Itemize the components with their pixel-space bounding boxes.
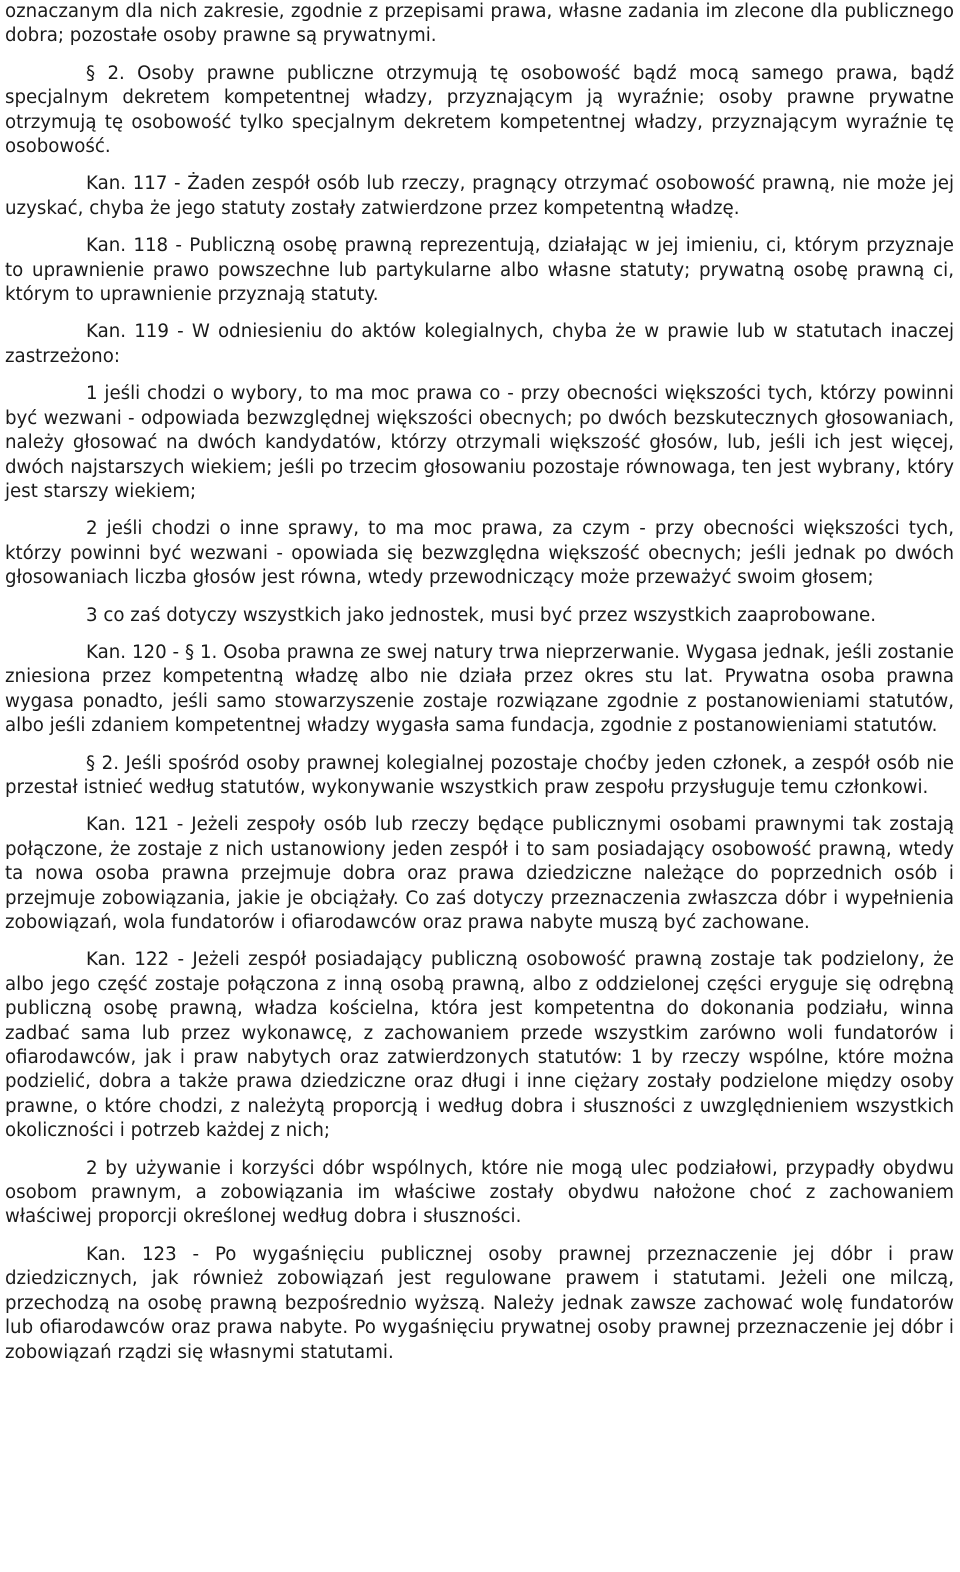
paragraph-kan-119-point-2: 2 jeśli chodzi o inne sprawy, to ma moc prawa, za czym - przy obecności większości tych, którzy powinni być wezwani - opowiada się bezwzględna większość obecnych; jeśli jednak po dwóch głosowaniach liczba głosów jest równa, wtedy przewodniczący może przeważyć swoim głosem; xyxy=(5,518,954,589)
paragraph-kan-119: Kan. 119 - W odniesieniu do aktów kolegialnych, chyba że w prawie lub w statutach inaczej zastrzeżono: xyxy=(5,321,954,367)
paragraph-kan-119-point-3: 3 co zaś dotyczy wszystkich jako jednostek, musi być przez wszystkich zaaprobowane. xyxy=(86,604,877,626)
paragraph-kan-121: Kan. 121 - Jeżeli zespoły osób lub rzeczy będące publicznymi osobami prawnymi tak zostają połączone, że zostaje z nich ustanowiony jeden zespół i to sam posiadający osobowość prawną, wtedy ta nowa osoba prawna przejmuje dobra oraz prawa dziedziczne należące do poprzednich osób i przejmuje zobowiązania, jakie je obciążały. Co zaś dotyczy przeznaczenia zwłaszcza dóbr i wypełnienia zobowiązań, wola fundatorów i ofiarodawców oraz prawa nabyte muszą być zachowane. xyxy=(5,814,954,933)
paragraph-kan-123: Kan. 123 - Po wygaśnięciu publicznej osoby prawnej przeznaczenie jej dóbr i praw dziedzicznych, jak również zobowiązań jest regulowane prawem i statutami. Jeżeli one milczą, przechodzą na osobę prawną bezpośrednio wyższą. Należy jednak zawsze zachować wolę fundatorów lub ofiarodawców oraz prawa nabyte. Po wygaśnięciu prywatnej osoby prawnej przeznaczenie jej dóbr i zobowiązań rządzi się własnymi statutami. xyxy=(5,1243,954,1363)
paragraph-par-2: § 2. Osoby prawne publiczne otrzymują tę osobowość bądź mocą samego prawa, bądź specjalnym dekretem kompetentnej władzy, przyznającym ją wyraźnie; osoby prawne prywatne otrzymują tę osobowość tylko specjalnym dekretem kompetentnej władzy, przyznającym wyraźnie tę osobowość. xyxy=(5,62,954,158)
paragraph-kan-122-point-2: 2 by używanie i korzyści dóbr wspólnych, które nie mogą ulec podziałowi, przypadły obydwu osobom prawnym, a zobowiązania im właściwe zostały obydwu nałożone choć z zachowaniem właściwej proporcji określonej według dobra i słuszności. xyxy=(5,1157,954,1228)
paragraph-kan-119-point-1: 1 jeśli chodzi o wybory, to ma moc prawa co - przy obecności większości tych, którzy powinni być wezwani - odpowiada bezwzględnej większości obecnych; po dwóch bezskutecznych głosowaniach, należy głosować na dwóch kandydatów, którzy otrzymali większość głosów, lub, jeśli ich jest więcej, dwóch najstarszych wiekiem; jeśli po trzecim głosowaniu pozostaje równowaga, ten jest wybrany, który jest starszy wiekiem; xyxy=(5,383,954,502)
paragraph-intro: oznaczanym dla nich zakresie, zgodnie z przepisami prawa, własne zadania im zlecone dla publicznego dobra; pozostałe osoby prawne są prywatnymi. xyxy=(5,1,954,47)
paragraph-kan-117: Kan. 117 - Żaden zespół osób lub rzeczy, pragnący otrzymać osobowość prawną, nie może jej uzyskać, chyba że jego statuty zostały zatwierdzone przez kompetentną władzę. xyxy=(5,173,954,219)
paragraph-kan-120-par-2: § 2. Jeśli spośród osoby prawnej kolegialnej pozostaje choćby jeden członek, a zespół osób nie przestał istnieć według statutów, wykonywanie wszystkich praw zespołu przysługuje temu członkowi. xyxy=(5,752,954,798)
paragraph-kan-122: Kan. 122 - Jeżeli zespół posiadający publiczną osobowość prawną zostaje tak podzielony, że albo jego część zostaje połączona z inną osobą prawną, albo z oddzielonej części eryguje się odrębną publiczną osobę prawną, władza kościelna, która jest kompetentna do dokonania podziału, winna zadbać sama lub przez wykonawcę, z zachowaniem przede wszystkim zarówno woli fundatorów i ofiarodawców, jak i praw nabytych oraz zatwierdzonych statutów: 1 by rzeczy wspólne, które można podzielić, dobra a także prawa dziedziczne oraz długi i inne ciężary zostały podzielone między osoby prawne, o które chodzi, z należytą proporcją i według dobra i słuszności z uwzględnieniem wszystkich okoliczności i potrzeb każdej z nich; xyxy=(5,949,954,1142)
paragraph-kan-120-par-1: Kan. 120 - § 1. Osoba prawna ze swej natury trwa nieprzerwanie. Wygasa jednak, jeśli zostanie zniesiona przez kompetentną władzę albo nie działa przez okres stu lat. Prywatna osoba prawna wygasa ponadto, jeśli samo stowarzyszenie zostaje rozwiązane zgodnie z postanowieniami statutów, albo jeśli zdaniem kompetentnej władzy wygasła sama fundacja, zgodnie z postanowieniami statutów. xyxy=(5,641,954,737)
paragraph-kan-118: Kan. 118 - Publiczną osobę prawną reprezentują, działając w jej imieniu, ci, którym przyznaje to uprawnienie prawo powszechne lub partykularne albo własne statuty; prywatną osobę prawną ci, którym to uprawnienie przyznają statuty. xyxy=(5,235,954,306)
document-page xyxy=(5,0,954,1365)
